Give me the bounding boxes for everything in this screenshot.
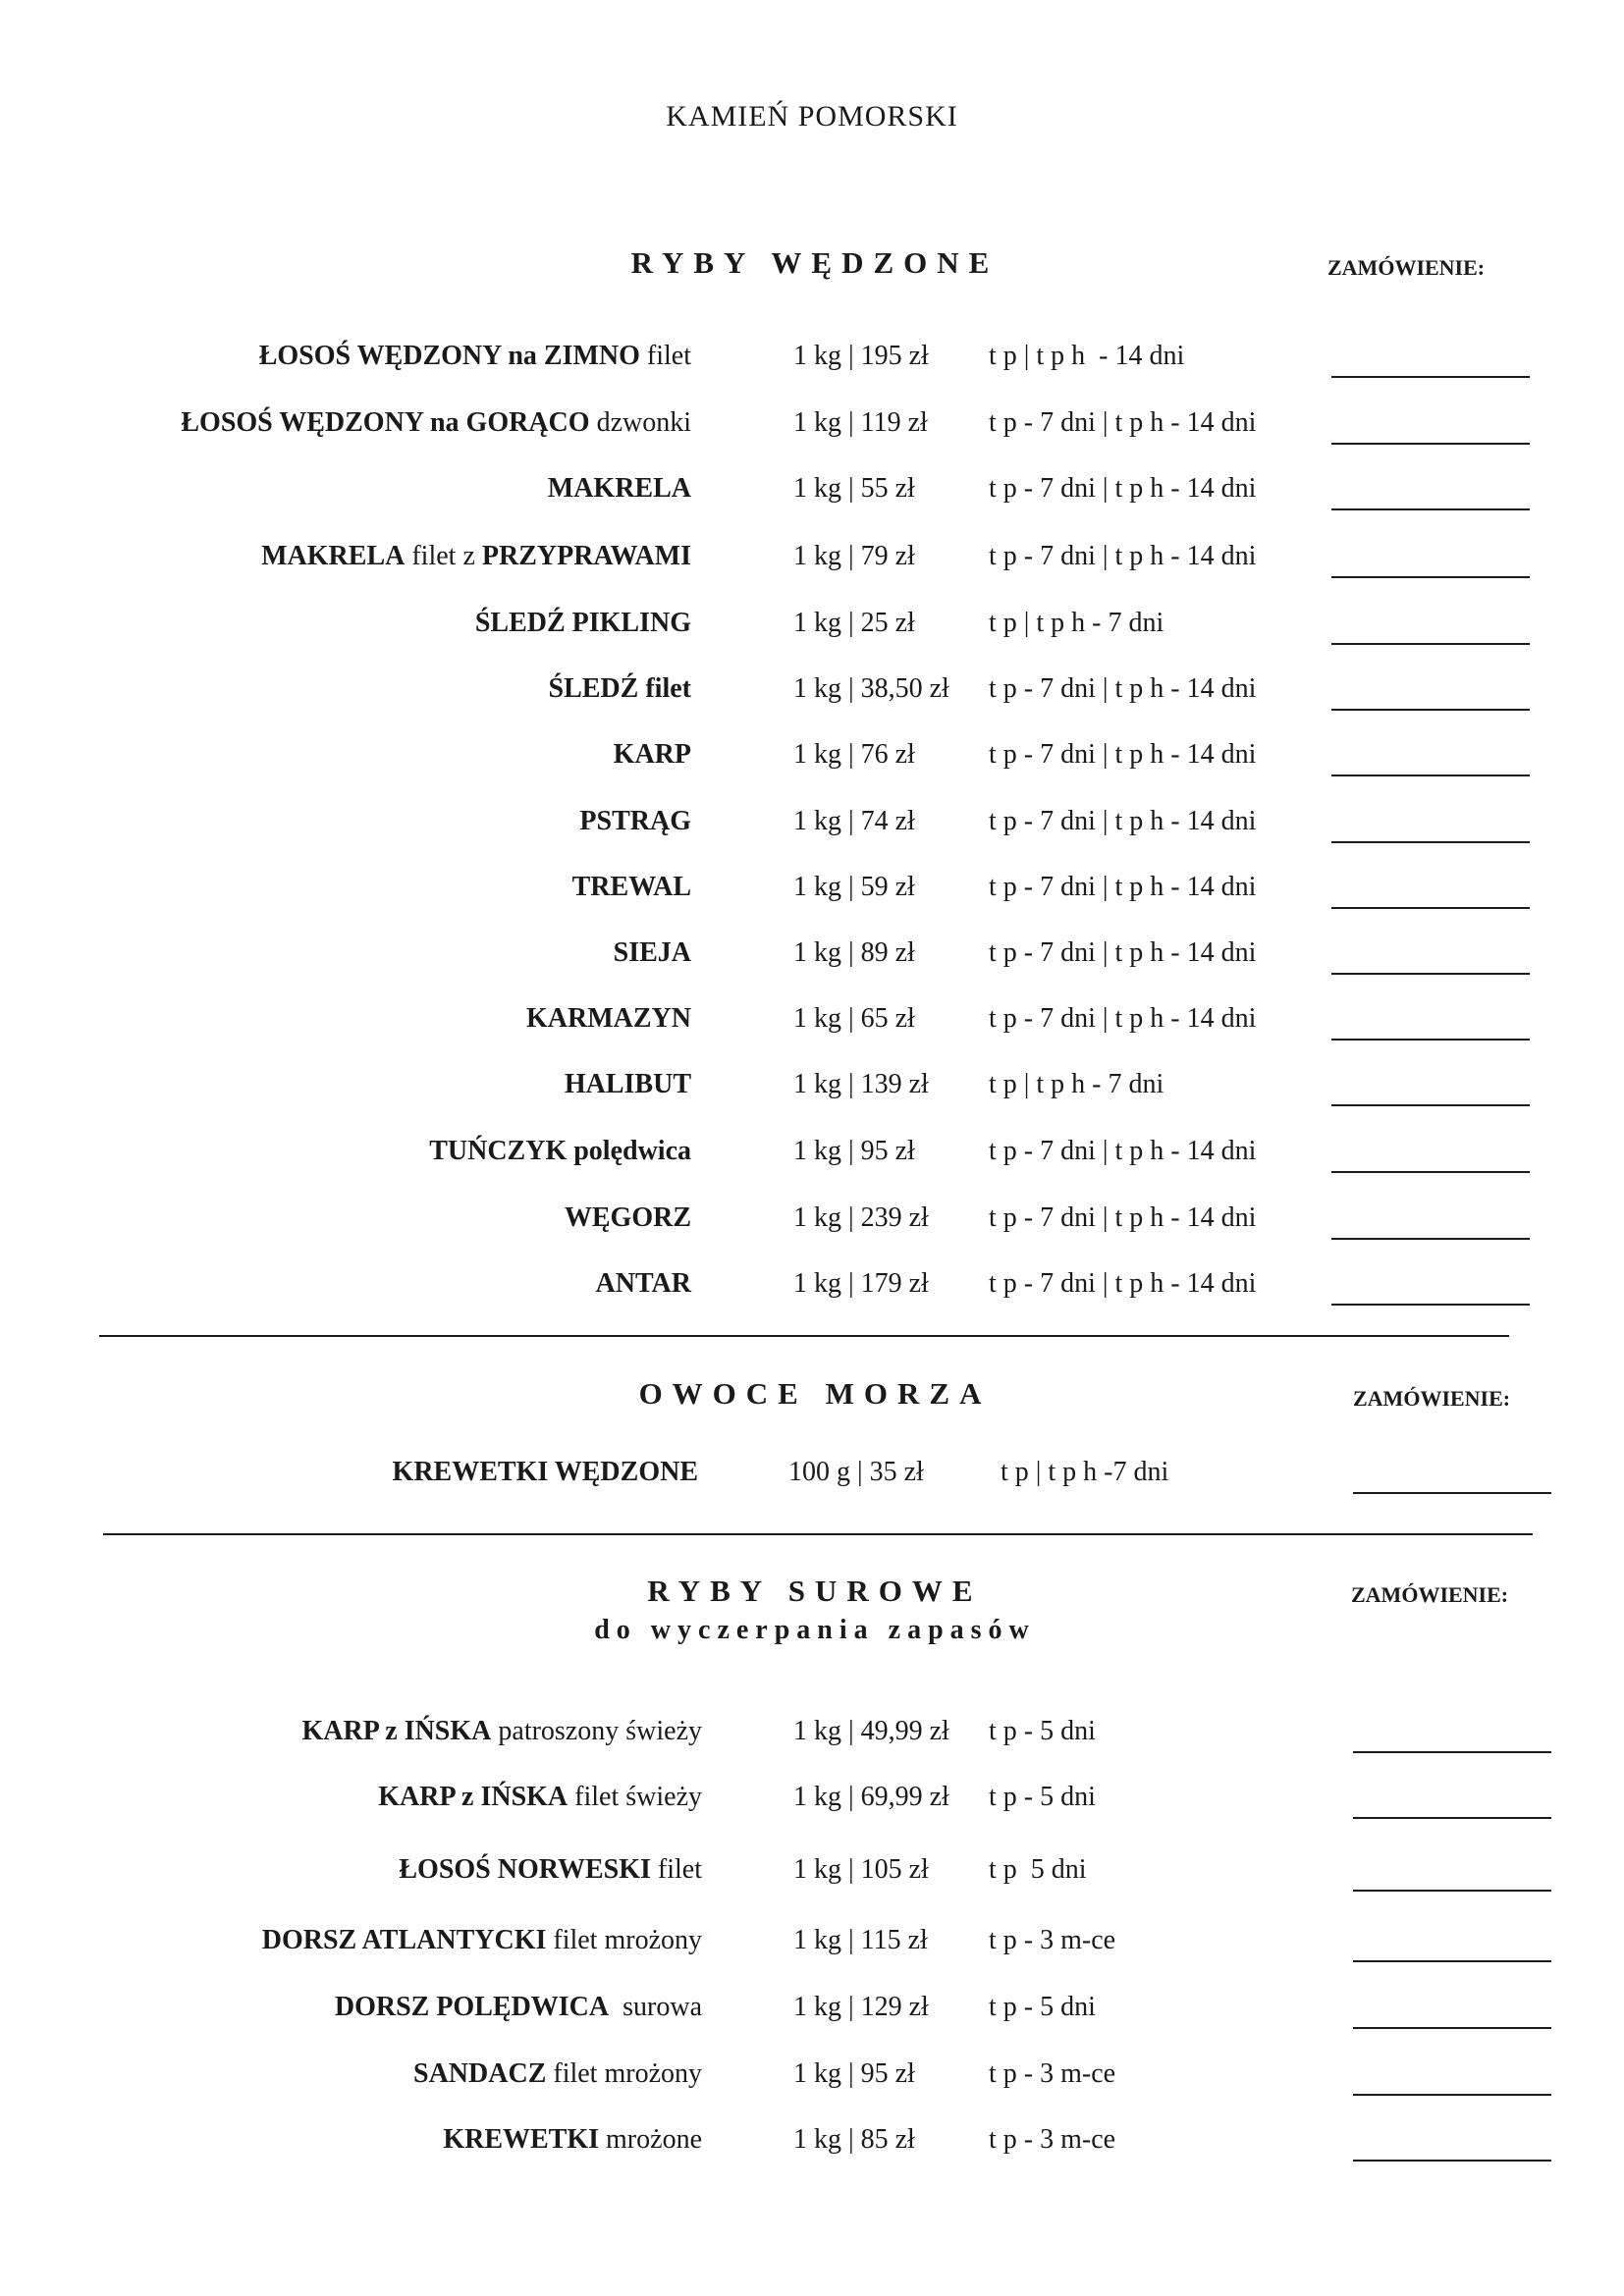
product-name-bold: ŁOSOŚ WĘDZONY na ZIMNO (258, 341, 640, 371)
product-name-bold: SANDACZ (413, 2058, 547, 2089)
product-name-bold: TREWAL (571, 872, 691, 902)
product-name (565, 1202, 691, 1234)
order-quantity-field[interactable] (1331, 1104, 1530, 1106)
product-name-bold: WĘGORZ (564, 1202, 691, 1233)
order-quantity-field[interactable] (1353, 2160, 1551, 2162)
product-price: 1 kg | 38,50 zł (793, 673, 949, 704)
product-name (443, 2124, 702, 2156)
order-quantity-field[interactable] (1331, 841, 1530, 843)
product-name (335, 1992, 702, 2023)
product-name (526, 1003, 691, 1035)
order-quantity-field[interactable] (1353, 2094, 1551, 2096)
product-price: 1 kg | 85 zł (793, 2124, 915, 2155)
product-shelf-life: t p - 7 dni | t p h - 14 dni (989, 806, 1257, 836)
product-price: 1 kg | 74 zł (793, 806, 915, 836)
product-name-bold: MAKRELA (261, 541, 406, 571)
product-price: 1 kg | 95 zł (793, 1136, 915, 1166)
product-name-bold: MAKRELA (547, 473, 691, 504)
product-price: 1 kg | 179 zł (793, 1268, 929, 1299)
product-name-detail: filet (639, 341, 691, 371)
product-name-detail: patroszony świeży (491, 1716, 702, 1746)
product-name-detail: mrożone (599, 2124, 702, 2155)
product-price: 1 kg | 49,99 zł (793, 1716, 949, 1746)
product-name-detail: filet świeży (568, 1782, 702, 1812)
order-quantity-field[interactable] (1331, 709, 1530, 711)
product-name (429, 1136, 691, 1167)
product-name (565, 1069, 691, 1100)
product-shelf-life: t p | t p h -7 dni (1001, 1457, 1169, 1487)
product-name (572, 872, 691, 903)
product-shelf-life: t p - 7 dni | t p h - 14 dni (989, 407, 1257, 438)
product-name (413, 2058, 702, 2090)
product-price: 1 kg | 59 zł (793, 872, 915, 902)
order-quantity-field[interactable] (1353, 2027, 1551, 2029)
product-name-bold: ŚLEDŹ filet (548, 673, 691, 704)
product-shelf-life: t p - 7 dni | t p h - 14 dni (989, 1136, 1257, 1166)
order-quantity-field[interactable] (1331, 443, 1530, 445)
order-quantity-field[interactable] (1331, 376, 1530, 378)
product-row (0, 1059, 1624, 1126)
product-price: 1 kg | 76 zł (793, 739, 915, 770)
product-name (596, 1268, 691, 1300)
product-shelf-life: t p - 5 dni (989, 1782, 1096, 1812)
product-row (0, 664, 1624, 730)
product-name (393, 1457, 698, 1488)
order-label: ZAMÓWIENIE: (1353, 1386, 1511, 1411)
product-name-detail: filet (650, 1854, 702, 1885)
product-shelf-life: t p - 7 dni | t p h - 14 dni (989, 937, 1257, 968)
product-shelf-life: t p - 3 m-ce (989, 2124, 1116, 2155)
product-name-bold: KREWETKI WĘDZONE (392, 1457, 698, 1487)
product-row (0, 598, 1624, 665)
product-name-detail: surowa (609, 1992, 702, 2022)
product-price: 1 kg | 89 zł (793, 937, 915, 968)
section-divider (103, 1533, 1533, 1535)
product-price: 1 kg | 139 zł (793, 1069, 929, 1099)
product-price: 1 kg | 239 zł (793, 1202, 929, 1233)
product-shelf-life: t p - 7 dni | t p h - 14 dni (989, 739, 1257, 770)
product-name-bold: ŁOSOŚ NORWESKI (399, 1854, 651, 1885)
order-quantity-field[interactable] (1353, 1492, 1551, 1494)
product-row (0, 1772, 1624, 1839)
product-shelf-life: t p - 7 dni | t p h - 14 dni (989, 473, 1257, 504)
product-shelf-life: t p - 3 m-ce (989, 1925, 1116, 1955)
order-quantity-field[interactable] (1353, 1817, 1551, 1819)
product-shelf-life: t p | t p h - 7 dni (989, 608, 1164, 638)
product-name-bold: KARP (613, 739, 691, 770)
order-quantity-field[interactable] (1331, 774, 1530, 776)
product-name-bold: DORSZ ATLANTYCKI (261, 1925, 547, 1955)
product-price: 1 kg | 95 zł (793, 2058, 915, 2089)
product-price: 1 kg | 105 zł (793, 1854, 929, 1885)
order-quantity-field[interactable] (1331, 576, 1530, 578)
order-quantity-field[interactable] (1331, 907, 1530, 909)
product-name-bold: DORSZ POLĘDWICA (334, 1992, 610, 2022)
product-row (0, 331, 1624, 398)
section-title-smoked-fish: RYBY WĘDZONE (630, 245, 1000, 280)
product-row (0, 1982, 1624, 2049)
product-name-bold: ANTAR (595, 1268, 691, 1299)
product-shelf-life: t p - 7 dni | t p h - 14 dni (989, 1268, 1257, 1299)
product-name-bold: TUŃCZYK polędwica (429, 1136, 691, 1166)
section-divider (99, 1335, 1509, 1337)
product-name (261, 541, 691, 572)
product-price: 1 kg | 129 zł (793, 1992, 929, 2022)
product-price: 1 kg | 25 zł (793, 608, 915, 638)
product-shelf-life: t p - 7 dni | t p h - 14 dni (989, 872, 1257, 902)
product-row (0, 2114, 1624, 2181)
product-name (548, 473, 691, 505)
order-quantity-field[interactable] (1353, 1751, 1551, 1753)
order-quantity-field[interactable] (1331, 1171, 1530, 1173)
product-name (614, 937, 691, 969)
product-name (259, 341, 691, 372)
product-row (0, 531, 1624, 598)
product-name-bold: ŁOSOŚ WĘDZONY na GORĄCO (181, 407, 590, 438)
product-name-bold: PRZYPRAWAMI (481, 541, 691, 571)
product-name-bold: KARMAZYN (526, 1003, 691, 1034)
product-name (181, 407, 691, 439)
product-price: 1 kg | 79 zł (793, 541, 915, 571)
product-shelf-life: t p | t p h - 7 dni (989, 1069, 1164, 1099)
section-title-raw-fish: RYBY SUROWE (647, 1574, 983, 1608)
product-name-bold: SIEJA (613, 937, 691, 968)
order-label: ZAMÓWIENIE: (1351, 1582, 1509, 1607)
product-shelf-life: t p - 7 dni | t p h - 14 dni (989, 1003, 1257, 1034)
product-price: 1 kg | 55 zł (793, 473, 915, 504)
product-name (614, 739, 691, 771)
product-row (0, 928, 1624, 994)
product-name (262, 1925, 702, 1956)
product-name-bold: KREWETKI (443, 2124, 600, 2155)
product-name-bold: HALIBUT (564, 1069, 691, 1099)
order-quantity-field[interactable] (1331, 508, 1530, 510)
product-name (301, 1716, 702, 1747)
product-shelf-life: t p - 7 dni | t p h - 14 dni (989, 673, 1257, 704)
product-price: 1 kg | 65 zł (793, 1003, 915, 1034)
product-price: 1 kg | 115 zł (793, 1925, 928, 1955)
product-name-detail: dzwonki (589, 407, 691, 438)
section-title-seafood: OWOCE MORZA (638, 1376, 992, 1411)
product-name (579, 806, 691, 837)
product-row (0, 1706, 1624, 1773)
product-shelf-life: t p - 5 dni (989, 1716, 1096, 1746)
order-quantity-field[interactable] (1331, 1238, 1530, 1240)
product-name-bold: KARP z IŃSKA (301, 1716, 492, 1746)
order-quantity-field[interactable] (1331, 1304, 1530, 1306)
product-shelf-life: t p 5 dni (989, 1854, 1087, 1885)
product-name (475, 608, 691, 639)
section-subtitle-raw-fish: do wyczerpania zapasów (594, 1615, 1036, 1645)
product-row (0, 1844, 1624, 1911)
product-row (0, 1126, 1624, 1193)
product-row (0, 1193, 1624, 1259)
product-row (0, 398, 1624, 464)
order-quantity-field[interactable] (1331, 643, 1530, 645)
product-row (0, 862, 1624, 929)
product-name (399, 1854, 702, 1886)
product-shelf-life: t p - 5 dni (989, 1992, 1096, 2022)
product-name (378, 1782, 702, 1813)
product-shelf-life: t p - 7 dni | t p h - 14 dni (989, 541, 1257, 571)
product-name-detail: filet mrożony (546, 1925, 702, 1955)
product-price: 1 kg | 119 zł (793, 407, 928, 438)
product-name-bold: KARP z IŃSKA (378, 1782, 568, 1812)
product-name-bold: ŚLEDŹ PIKLING (474, 608, 691, 638)
order-label: ZAMÓWIENIE: (1327, 255, 1486, 280)
product-name (549, 673, 691, 705)
product-name-bold: PSTRĄG (579, 806, 691, 836)
product-row (0, 796, 1624, 863)
order-quantity-field[interactable] (1353, 1890, 1551, 1892)
product-price: 1 kg | 69,99 zł (793, 1782, 949, 1812)
product-row (0, 729, 1624, 796)
product-row (0, 1258, 1624, 1325)
order-quantity-field[interactable] (1331, 973, 1530, 975)
order-quantity-field[interactable] (1353, 1960, 1551, 1962)
product-price: 100 g | 35 zł (788, 1457, 924, 1487)
product-row (0, 1447, 1624, 1514)
product-row (0, 2049, 1624, 2115)
product-shelf-life: t p - 3 m-ce (989, 2058, 1116, 2089)
product-row (0, 463, 1624, 530)
product-row (0, 993, 1624, 1060)
product-row (0, 1915, 1624, 1982)
product-shelf-life: t p | t p h - 14 dni (989, 341, 1185, 371)
product-name-detail: filet z (405, 541, 482, 571)
order-quantity-field[interactable] (1331, 1039, 1530, 1041)
product-name-detail: filet mrożony (546, 2058, 702, 2089)
product-price: 1 kg | 195 zł (793, 341, 929, 371)
product-shelf-life: t p - 7 dni | t p h - 14 dni (989, 1202, 1257, 1233)
town-heading: KAMIEŃ POMORSKI (666, 100, 958, 133)
